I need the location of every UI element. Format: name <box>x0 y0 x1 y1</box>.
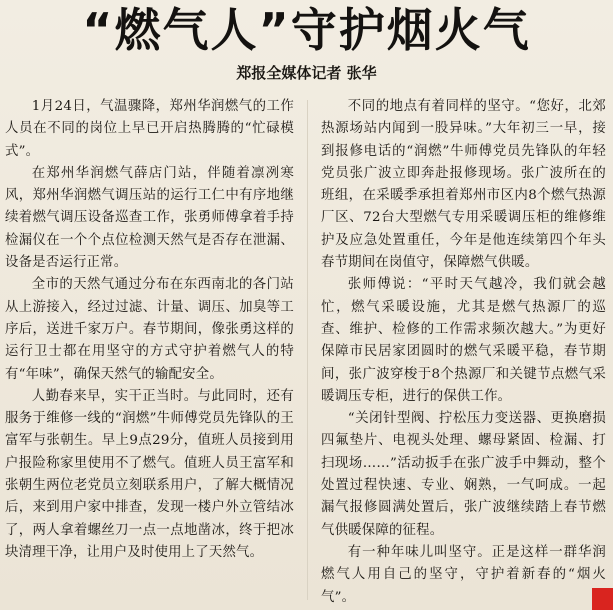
article-column-left <box>5 96 294 564</box>
paragraph: 1月24日，气温骤降，郑州华润燃气的工作人员在不同的岗位上早已开启热腾腾的“忙碌模式”。 <box>5 99 294 159</box>
paragraph: 张师傅说：“平时天气越冷，我们就会越忙，燃气采暖设施，尤其是燃气热源厂的巡查、维护、检修的工作需求频次越大。”为更好保障市民居家团圆时的燃气采暖平稳，春节期间，张广波穿梭于8个热源厂和关键节点燃气采暖调压专柜，进行的保供工作。 <box>321 277 606 404</box>
paragraph: “关闭针型阀、拧松压力变送器、更换磨损四氟垫片、电视头处理、螺母紧固、检漏、打扫现场……”活动扳手在张广波手中舞动，整个处置过程快速、专业、娴熟，一气呵成。一起漏气报修圆满处置后，张广波继续踏上春节燃气供暖保障的征程。 <box>321 411 606 538</box>
byline: 郑报全媒体记者 张华 <box>236 64 377 82</box>
red-corner-mark <box>592 588 613 610</box>
column-divider <box>307 100 308 600</box>
paragraph: 人勤春来早，实干正当时。与此同时，还有服务于维修一线的“润燃”牛师傅党员先锋队的王富军与张朝生。早上9点29分，值班人员接到用户报险称家里使用不了燃气。值班人员王富军和张朝生两位老党员立刻联系用户，了解大概情况后，来到用户家中排查，发现一楼户外立管结冰了，两人拿着螺丝刀一点一点地凿冰，终于把冰块清理干净，让用户及时使用上了天然气。 <box>5 388 294 560</box>
paragraph: 在郑州华润燃气薛店门站，伴随着凛冽寒风，郑州华润燃气调压站的运行工仁中有序地继续着燃气调压设备巡查工作，张勇师傅拿着手持检漏仪在一个个点位检测天然气是否存在泄漏、设备是否运行正常。 <box>5 165 294 271</box>
paragraph: 不同的地点有着同样的坚守。“您好，北郊热源场站内闻到一股异味。”大年初三一早，接到报修电话的“润燃”牛师傅党员先锋队的年轻党员张广波立即奔赴报修现场。张广波所在的班组，在采暖季承担着郑州市区内8个燃气热源厂区、72台大型燃气专用采暖调压柜的维修维护及应急处置重任，今年是他连续第四个年头春节期间在岗值守，保障燃气供暖。 <box>321 99 606 271</box>
article-column-right <box>321 96 606 609</box>
paragraph: 有一种年味儿叫坚守。正是这样一群华润燃气人用自己的坚守，守护着新春的“烟火气”。 <box>321 544 606 605</box>
headline: “燃气人”守护烟火气 <box>82 3 531 57</box>
paragraph: 全市的天然气通过分布在东西南北的各门站从上游接入，经过过滤、计量、调压、加臭等工序后，送进千家万户。春节期间，像张勇这样的运行卫士都在用坚守的方式守护着燃气人的特有“年味”，确保天然气的输配安全。 <box>5 277 294 382</box>
